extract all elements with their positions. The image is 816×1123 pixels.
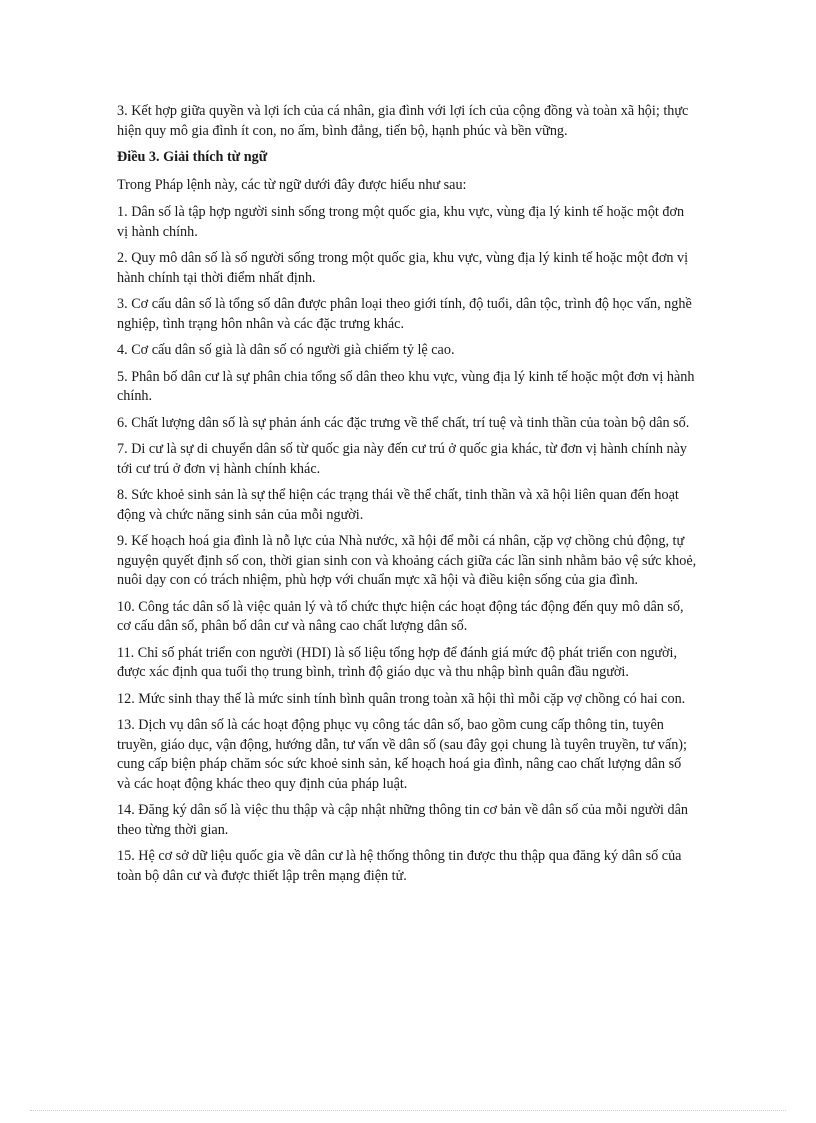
- definition-item: 15. Hệ cơ sở dữ liệu quốc gia về dân cư là hệ thống thông tin được thu thập qua đăng ký dân số của toàn bộ dân cư và được thiết lập trên mạng điện tử.: [117, 848, 682, 884]
- definition-item: 8. Sức khoẻ sinh sản là sự thể hiện các trạng thái về thể chất, tinh thần và xã hội liên quan đến hoạt động và chức năng sinh sản của mỗi người.: [117, 487, 679, 523]
- definition-item: 11. Chỉ số phát triển con người (HDI) là số liệu tổng hợp để đánh giá mức độ phát triển con người, được xác định qua tuổi thọ trung bình, trình độ giáo dục và thu nhập bình quân đầu người.: [117, 644, 678, 680]
- definition-item: 1. Dân số là tập hợp người sinh sống trong một quốc gia, khu vực, vùng địa lý kinh tế hoặc một đơn vị hành chính.: [117, 204, 685, 240]
- definition-item: 6. Chất lượng dân số là sự phản ánh các đặc trưng về thể chất, trí tuệ và tinh thần của toàn bộ dân số.: [117, 414, 690, 431]
- definition-item: 2. Quy mô dân số là số người sống trong một quốc gia, khu vực, vùng địa lý kinh tế hoặc một đơn vị hành chính tại thời điểm nhất định.: [117, 250, 689, 286]
- definition-item: 13. Dịch vụ dân số là các hoạt động phục vụ công tác dân số, bao gồm cung cấp thông tin, tuyên truyền, giáo dục, vận động, hướng dẫn, tư vấn về dân số (sau đây gọi chung là tuyên truyền, tư vấn); cung cấp biện pháp chăm sóc sức khoẻ sinh sản, kế hoạch hoá gia đình, nâng cao chất lượng dân số và các hoạt động khác theo quy định của pháp luật.: [117, 717, 687, 792]
- definition-item: 9. Kế hoạch hoá gia đình là nỗ lực của Nhà nước, xã hội để mỗi cá nhân, cặp vợ chồng chủ động, tự nguyện quyết định số con, thời gian sinh con và khoảng cách giữa các lần sinh nhằm bảo vệ sức khoẻ, nuôi dạy con có trách nhiệm, phù hợp với chuẩn mực xã hội và điều kiện sống của gia đình.: [117, 533, 697, 588]
- article-heading: Điều 3. Giải thích từ ngữ: [117, 149, 268, 165]
- page-bottom-divider: [30, 1110, 786, 1111]
- definition-item: 7. Di cư là sự di chuyển dân số từ quốc gia này đến cư trú ở quốc gia khác, từ đơn vị hành chính này tới cư trú ở đơn vị hành chính khác.: [117, 441, 687, 477]
- definition-item: 3. Cơ cấu dân số là tổng số dân được phân loại theo giới tính, độ tuổi, dân tộc, trình độ học vấn, nghề nghiệp, tình trạng hôn nhân và các đặc trưng khác.: [117, 296, 692, 332]
- definition-item: 12. Mức sinh thay thế là mức sinh tính bình quân trong toàn xã hội thì mỗi cặp vợ chồng có hai con.: [117, 690, 686, 707]
- definition-item: 4. Cơ cấu dân số già là dân số có người già chiếm tỷ lệ cao.: [117, 342, 455, 358]
- document-page: [117, 102, 697, 893]
- definition-item: 5. Phân bố dân cư là sự phân chia tổng số dân theo khu vực, vùng địa lý kinh tế hoặc một đơn vị hành chính.: [117, 368, 695, 404]
- article-intro: Trong Pháp lệnh này, các từ ngữ dưới đây được hiểu như sau:: [117, 176, 467, 193]
- definition-item: 14. Đăng ký dân số là việc thu thập và cập nhật những thông tin cơ bản về dân số của mỗi người dân theo từng thời gian.: [117, 802, 688, 838]
- opening-paragraph: 3. Kết hợp giữa quyền và lợi ích của cá nhân, gia đình với lợi ích của cộng đồng và toàn xã hội; thực hiện quy mô gia đình ít con, no ấm, bình đẳng, tiến bộ, hạnh phúc và bền vững.: [117, 103, 689, 139]
- definition-item: 10. Công tác dân số là việc quản lý và tổ chức thực hiện các hoạt động tác động đến quy mô dân số, cơ cấu dân số, phân bố dân cư và nâng cao chất lượng dân số.: [117, 598, 684, 634]
